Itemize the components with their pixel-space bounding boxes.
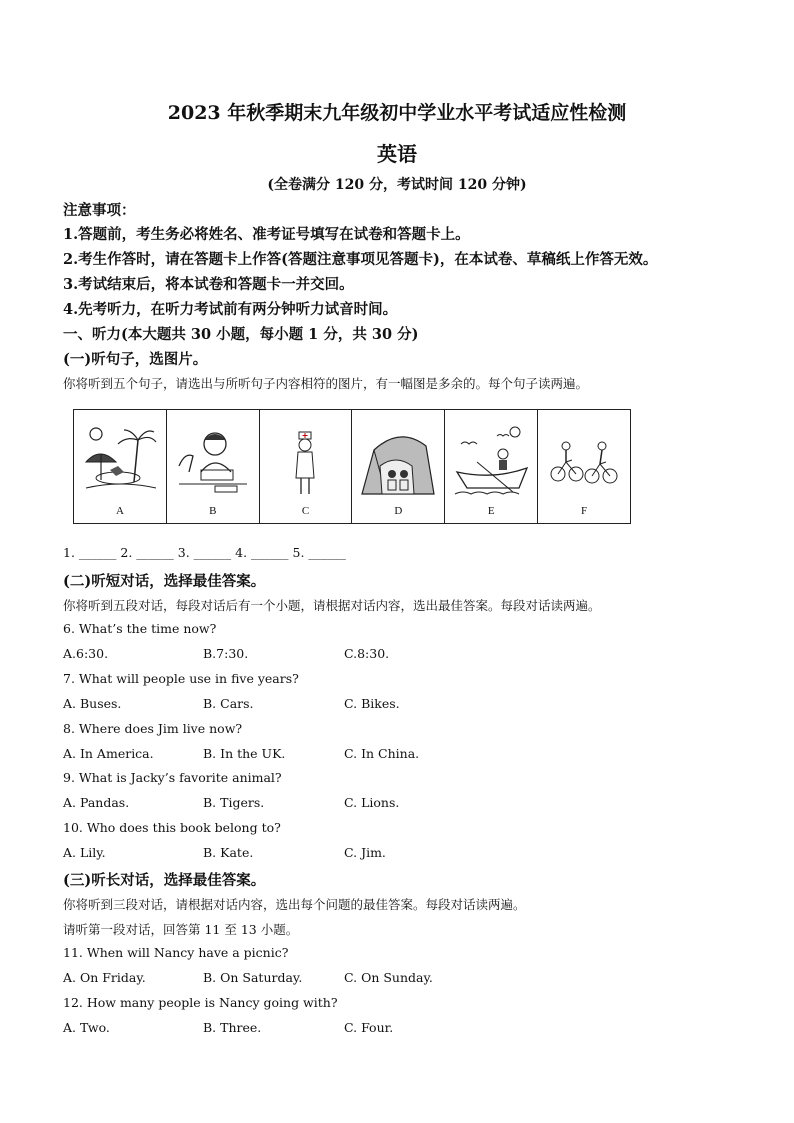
tent-icon	[360, 422, 436, 502]
picture-e	[445, 410, 538, 523]
question-10: 10. Who does this book belong to?	[63, 820, 281, 835]
note-item-3: 3.考试结束后，将本试卷和答题卡一并交回。	[63, 276, 354, 293]
picture-d	[352, 410, 445, 523]
picture-label-a: A	[115, 505, 124, 517]
q12-option-a: A. Two.	[63, 1020, 110, 1035]
q8-option-b: B. In the UK.	[203, 746, 286, 761]
cycling-icon	[546, 422, 622, 502]
note-item-1: 1.答题前，考生务必将姓名、准考证号填写在试卷和答题卡上。	[63, 226, 470, 243]
question-6: 6. What’s the time now?	[63, 621, 217, 636]
nurse-icon	[268, 422, 344, 502]
q7-option-b: B. Cars.	[203, 696, 254, 711]
boat-icon	[453, 422, 529, 502]
picture-c	[260, 410, 353, 523]
picture-f	[538, 410, 630, 523]
question-8: 8. Where does Jim live now?	[63, 721, 243, 736]
q11-option-c: C. On Sunday.	[344, 970, 433, 985]
picture-label-c: C	[301, 505, 310, 517]
part3-instruction: 你将听到三段对话，请根据对话内容，选出每个问题的最佳答案。每段对话读两遍。	[63, 897, 526, 912]
score-info: (全卷满分 120 分，考试时间 120 分钟)	[267, 177, 527, 193]
q6-option-a: A.6:30.	[63, 646, 109, 661]
q9-option-c: C. Lions.	[344, 795, 400, 810]
q8-option-c: C. In China.	[344, 746, 420, 761]
q11-option-a: A. On Friday.	[63, 970, 146, 985]
q8-option-a: A. In America.	[63, 746, 154, 761]
picture-label-e: E	[487, 505, 495, 517]
subject-title: 英语	[377, 142, 417, 166]
question-9: 9. What is Jacky’s favorite animal?	[63, 770, 282, 785]
notes-heading: 注意事项：	[63, 202, 136, 219]
picture-strip	[73, 409, 631, 524]
note-item-2: 2.考生作答时，请在答题卡上作答(答题注意事项见答题卡)，在本试卷、草稿纸上作答无效。	[63, 251, 658, 268]
section-listening-title: 一、听力(本大题共 30 小题，每小题 1 分，共 30 分)	[63, 326, 419, 343]
question-12: 12. How many people is Nancy going with?	[63, 995, 338, 1010]
q10-option-c: C. Jim.	[344, 845, 386, 860]
q9-option-b: B. Tigers.	[203, 795, 265, 810]
q9-option-a: A. Pandas.	[63, 795, 130, 810]
q7-option-a: A. Buses.	[63, 696, 122, 711]
part3-sub-instruction: 请听第一段对话，回答第 11 至 13 小题。	[63, 922, 299, 937]
q12-option-b: B. Three.	[203, 1020, 262, 1035]
exam-title: 2023 年秋季期末九年级初中学业水平考试适应性检测	[167, 102, 627, 124]
picture-b	[167, 410, 260, 523]
q6-option-c: C.8:30.	[344, 646, 390, 661]
q7-option-c: C. Bikes.	[344, 696, 400, 711]
reading-boy-icon	[175, 422, 251, 502]
picture-label-b: B	[209, 505, 217, 517]
q12-option-c: C. Four.	[344, 1020, 394, 1035]
question-7: 7. What will people use in five years?	[63, 671, 299, 686]
part2-title: (二)听短对话，选择最佳答案。	[63, 573, 266, 590]
part1-instruction: 你将听到五个句子，请选出与所听句子内容相符的图片，有一幅图是多余的。每个句子读两遍。	[63, 376, 589, 391]
note-item-4: 4.先考听力，在听力考试前有两分钟听力试音时间。	[63, 301, 398, 318]
part1-title: (一)听句子，选图片。	[63, 351, 208, 368]
picture-label-d: D	[394, 505, 403, 517]
beach-scene-icon	[82, 422, 158, 502]
picture-label-f: F	[580, 505, 588, 517]
q11-option-b: B. On Saturday.	[203, 970, 303, 985]
picture-a	[74, 410, 167, 523]
q10-option-a: A. Lily.	[63, 845, 106, 860]
q10-option-b: B. Kate.	[203, 845, 254, 860]
part3-title: (三)听长对话，选择最佳答案。	[63, 872, 266, 889]
part2-instruction: 你将听到五段对话，每段对话后有一个小题，请根据对话内容，选出最佳答案。每段对话读两遍。	[63, 598, 601, 613]
q6-option-b: B.7:30.	[203, 646, 249, 661]
answer-blanks-1-5: 1. ______ 2. ______ 3. ______ 4. ______ 5. ______	[63, 545, 346, 560]
question-11: 11. When will Nancy have a picnic?	[63, 945, 289, 960]
